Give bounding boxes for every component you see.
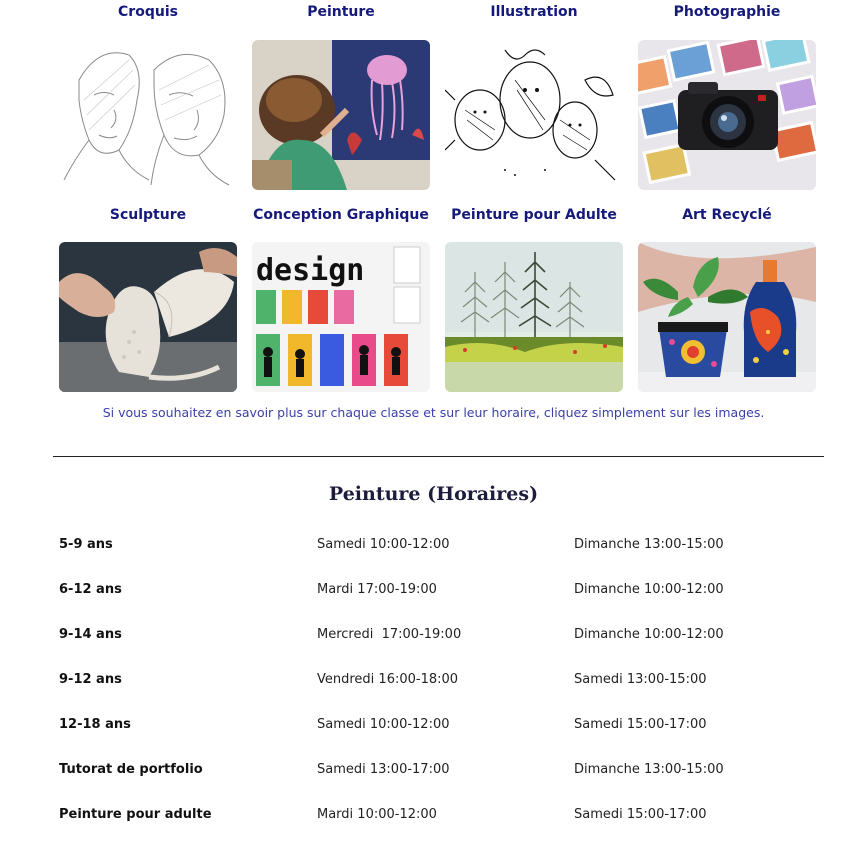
age-group: 6-12 ans bbox=[59, 582, 122, 597]
schedule-row bbox=[0, 762, 867, 782]
time-slot-1: Samedi 13:00-17:00 bbox=[317, 762, 450, 777]
time-slot-2: Dimanche 10:00-12:00 bbox=[574, 582, 724, 597]
class-title-conception-graphique[interactable]: Conception Graphique bbox=[253, 207, 429, 223]
time-slot-1: Mercredi 17:00-19:00 bbox=[317, 627, 462, 642]
art-recycle-image[interactable] bbox=[638, 242, 816, 392]
age-group: 9-12 ans bbox=[59, 672, 122, 687]
age-group: 9-14 ans bbox=[59, 627, 122, 642]
time-slot-1: Samedi 10:00-12:00 bbox=[317, 537, 450, 552]
illustration-image[interactable] bbox=[445, 40, 623, 190]
time-slot-2: Dimanche 13:00-15:00 bbox=[574, 762, 724, 777]
peinture-pour-adulte-image[interactable] bbox=[445, 242, 623, 392]
conception-graphique-image[interactable] bbox=[252, 242, 430, 392]
age-group: Tutorat de portfolio bbox=[59, 762, 203, 777]
time-slot-2: Dimanche 10:00-12:00 bbox=[574, 627, 724, 642]
design-logo-text: design bbox=[256, 253, 365, 288]
time-slot-2: Samedi 15:00-17:00 bbox=[574, 717, 707, 732]
schedule-row bbox=[0, 537, 867, 557]
peinture-image[interactable] bbox=[252, 40, 430, 190]
section-divider bbox=[53, 456, 824, 457]
info-note: Si vous souhaitez en savoir plus sur chaque classe et sur leur horaire, cliquez simplement sur les images. bbox=[102, 405, 765, 420]
croquis-image[interactable] bbox=[59, 40, 237, 190]
class-title-photographie[interactable]: Photographie bbox=[673, 4, 781, 20]
class-title-art-recycle[interactable]: Art Recyclé bbox=[682, 207, 772, 223]
time-slot-2: Dimanche 13:00-15:00 bbox=[574, 537, 724, 552]
class-title-croquis[interactable]: Croquis bbox=[118, 4, 178, 20]
time-slot-2: Samedi 15:00-17:00 bbox=[574, 807, 707, 822]
time-slot-1: Samedi 10:00-12:00 bbox=[317, 717, 450, 732]
sculpture-image[interactable] bbox=[59, 242, 237, 392]
class-title-peinture-pour-adulte[interactable]: Peinture pour Adulte bbox=[451, 207, 617, 223]
time-slot-2: Samedi 13:00-15:00 bbox=[574, 672, 707, 687]
age-group: 12-18 ans bbox=[59, 717, 131, 732]
age-group: Peinture pour adulte bbox=[59, 807, 212, 822]
schedule-row bbox=[0, 717, 867, 737]
class-title-sculpture[interactable]: Sculpture bbox=[109, 207, 187, 223]
time-slot-1: Vendredi 16:00-18:00 bbox=[317, 672, 459, 687]
class-title-illustration[interactable]: Illustration bbox=[490, 4, 578, 20]
schedule-title: Peinture (Horaires) bbox=[328, 483, 539, 505]
schedule-row bbox=[0, 582, 867, 602]
age-group: 5-9 ans bbox=[59, 537, 113, 552]
time-slot-1: Mardi 17:00-19:00 bbox=[317, 582, 437, 597]
schedule-row bbox=[0, 672, 867, 692]
class-title-peinture[interactable]: Peinture bbox=[307, 4, 375, 20]
time-slot-1: Mardi 10:00-12:00 bbox=[317, 807, 437, 822]
photographie-image[interactable] bbox=[638, 40, 816, 190]
schedule-row bbox=[0, 627, 867, 647]
schedule-row bbox=[0, 807, 867, 827]
